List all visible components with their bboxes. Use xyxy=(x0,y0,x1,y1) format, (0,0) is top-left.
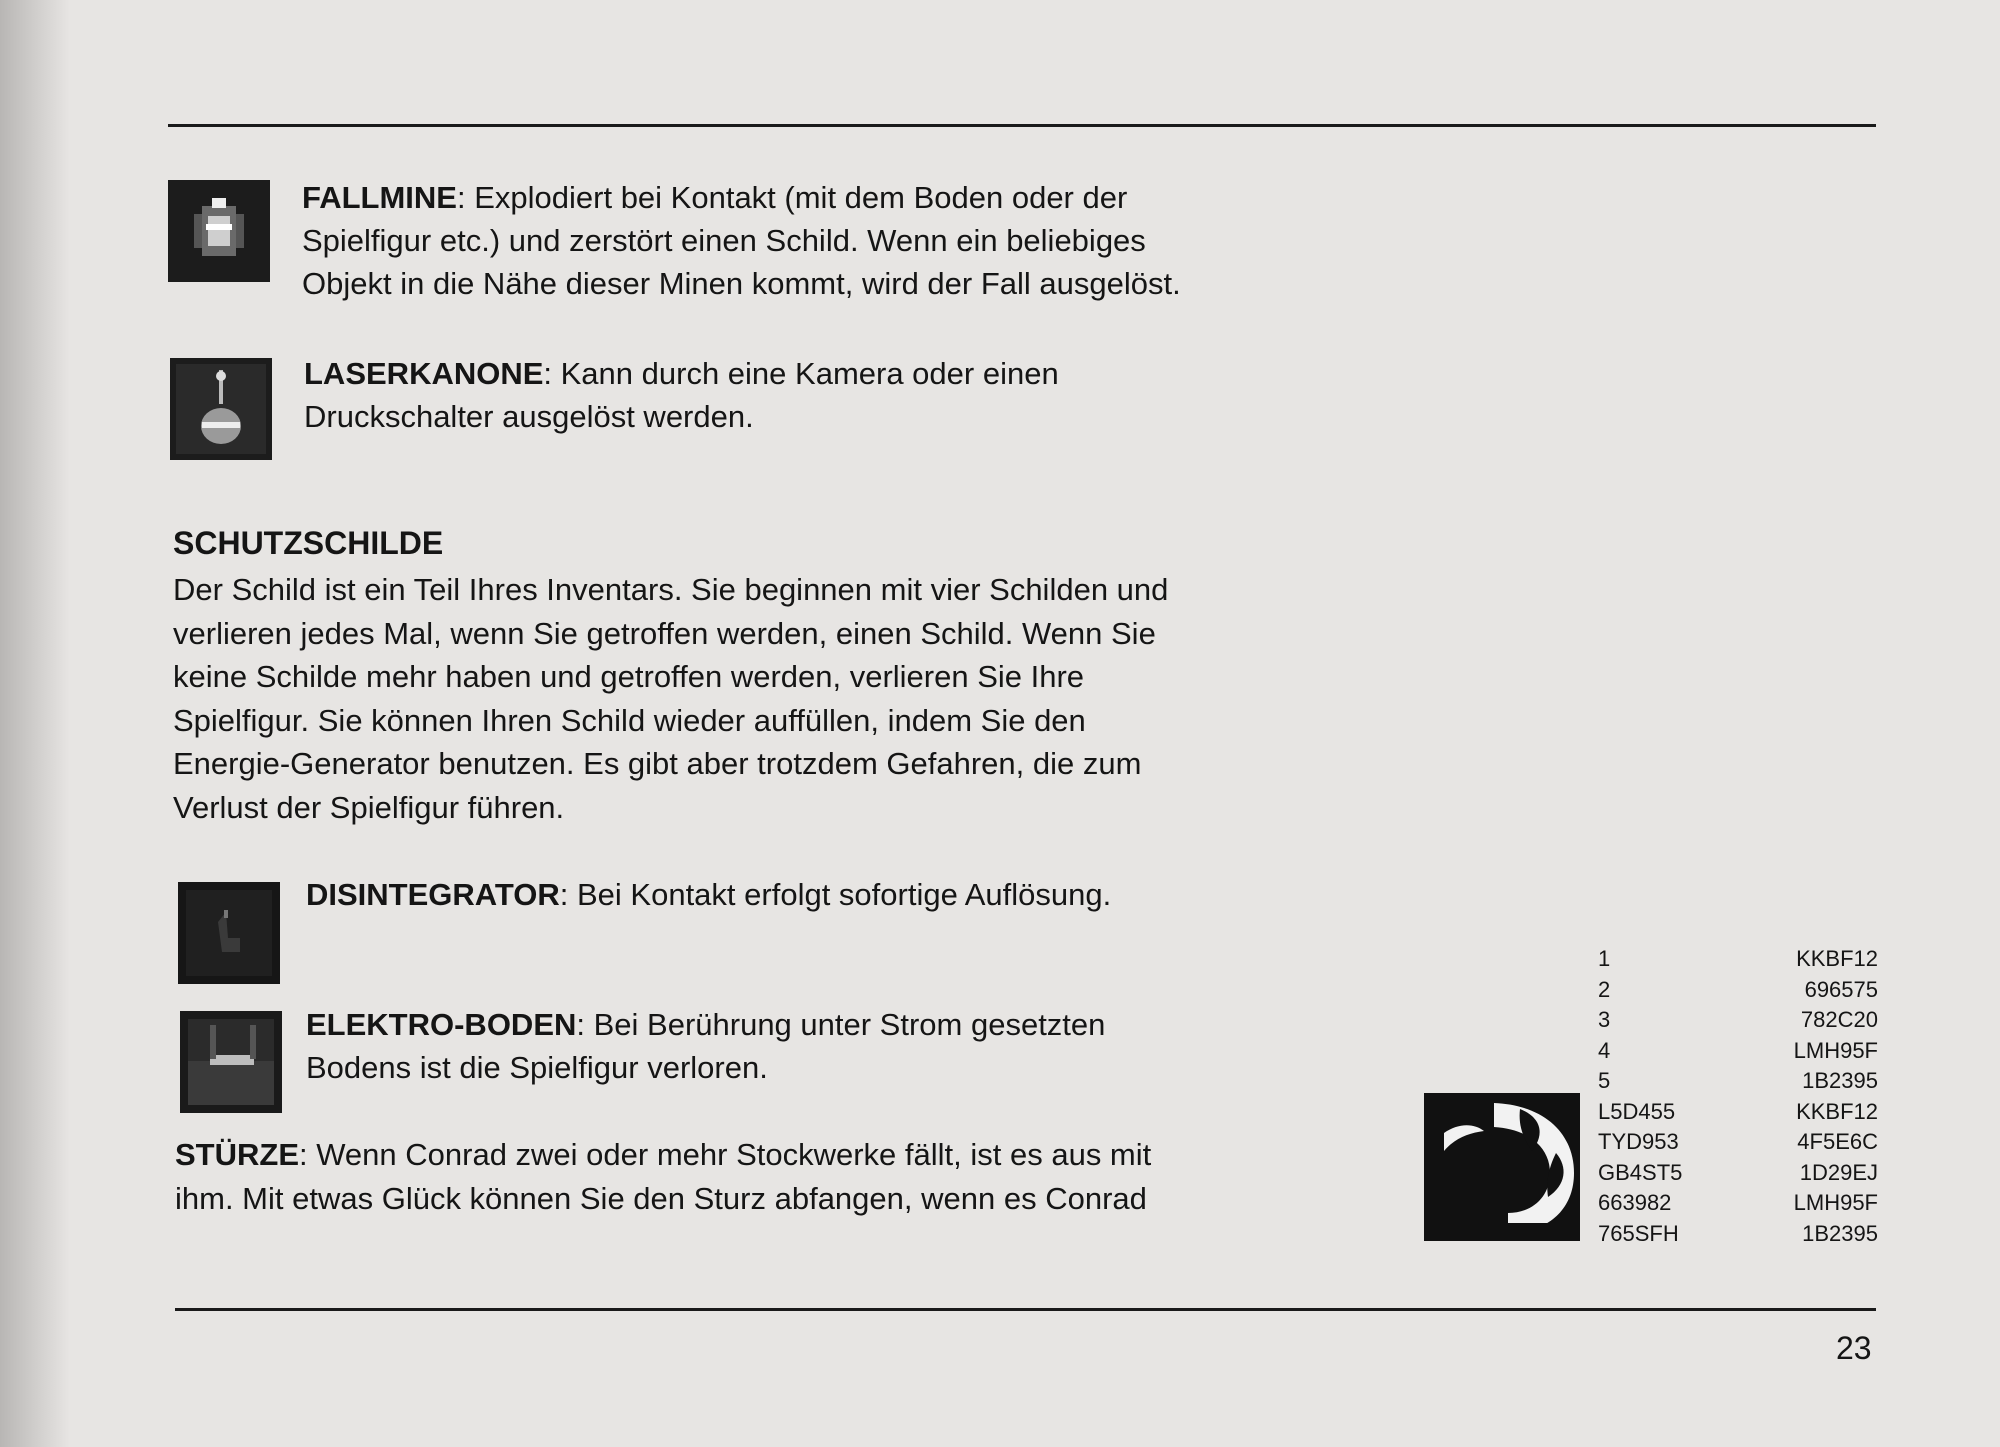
code-key: GB4ST5 xyxy=(1598,1159,1683,1185)
fallmine-line: Spielfigur etc.) und zerstört einen Schild. Wenn ein beliebiges xyxy=(302,223,1146,258)
laserkanone-line: : Kann durch eine Kamera oder einen xyxy=(543,356,1059,391)
code-row xyxy=(1598,1097,1878,1128)
section-line: Verlust der Spielfigur führen. xyxy=(173,789,565,825)
sturz-line: : Wenn Conrad zwei oder mehr Stockwerke fällt, ist es aus mit xyxy=(299,1137,1152,1172)
disintegrator-text xyxy=(306,873,1111,916)
section-line: Spielfigur. Sie können Ihren Schild wieder auffüllen, indem Sie den xyxy=(173,702,1086,738)
code-key: 3 xyxy=(1598,1007,1611,1032)
fallmine-icon xyxy=(168,180,270,282)
code-value: LMH95F xyxy=(1793,1190,1878,1215)
section-body xyxy=(173,568,1373,829)
code-table xyxy=(1598,944,1878,1249)
elektro-boden-icon xyxy=(180,1011,282,1113)
code-key: L5D455 xyxy=(1598,1098,1676,1124)
code-value: 1B2395 xyxy=(1802,1220,1878,1246)
top-rule xyxy=(168,124,1876,127)
code-value: 4F5E6C xyxy=(1797,1129,1878,1154)
code-row xyxy=(1598,944,1878,975)
code-value: KKBF12 xyxy=(1796,946,1878,971)
section-line: Der Schild ist ein Teil Ihres Inventars. Sie beginnen mit vier Schilden und xyxy=(173,572,1169,607)
code-value: 1B2395 xyxy=(1802,1068,1878,1093)
elektro-boden-title: ELEKTRO-BODEN xyxy=(306,1007,577,1042)
code-row xyxy=(1598,1036,1878,1067)
code-value: LMH95F xyxy=(1793,1037,1878,1063)
code-row xyxy=(1598,1005,1878,1036)
code-value: 782C20 xyxy=(1800,1007,1878,1032)
disintegrator-title: DISINTEGRATOR xyxy=(306,877,560,912)
code-row xyxy=(1598,1127,1878,1158)
section-line: Energie-Generator benutzen. Es gibt aber trotzdem Gefahren, die zum xyxy=(173,746,1142,781)
code-key: TYD953 xyxy=(1598,1129,1679,1154)
code-logo-image xyxy=(1424,1093,1580,1241)
code-row xyxy=(1598,1158,1878,1189)
code-value: 1D29EJ xyxy=(1799,1159,1878,1185)
laserkanone-title: LASERKANONE xyxy=(304,356,544,391)
code-row xyxy=(1598,1066,1878,1097)
disintegrator-line: : Bei Kontakt erfolgt sofortige Auflösung. xyxy=(559,877,1112,912)
code-key: 5 xyxy=(1598,1068,1611,1093)
fallmine-text xyxy=(302,176,1181,305)
section-line: keine Schilde mehr haben und getroffen werden, verlieren Sie Ihre xyxy=(173,659,1085,694)
sturz-text xyxy=(175,1133,1385,1221)
elektro-boden-text xyxy=(306,1003,1105,1089)
code-key: 4 xyxy=(1598,1037,1611,1063)
code-value: 696575 xyxy=(1804,976,1878,1002)
laserkanone-line: Druckschalter ausgelöst werden. xyxy=(304,399,754,434)
page-binding-shadow xyxy=(0,0,70,1447)
page-number: 23 xyxy=(1836,1330,1872,1366)
section-title: SCHUTZSCHILDE xyxy=(173,525,444,561)
code-row xyxy=(1598,1219,1878,1250)
laserkanone-icon xyxy=(170,358,272,460)
sturz-line: ihm. Mit etwas Glück können Sie den Sturz abfangen, wenn es Conrad xyxy=(175,1181,1147,1216)
fallmine-line: : Explodiert bei Kontakt (mit dem Boden oder der xyxy=(457,180,1128,215)
code-row xyxy=(1598,1188,1878,1219)
code-key: 2 xyxy=(1598,976,1611,1002)
sturz-title: STÜRZE xyxy=(175,1137,299,1172)
code-key: 765SFH xyxy=(1598,1220,1679,1246)
code-key: 1 xyxy=(1598,946,1611,971)
disintegrator-icon xyxy=(178,882,280,984)
fallmine-title: FALLMINE xyxy=(302,180,457,215)
section-line: verlieren jedes Mal, wenn Sie getroffen werden, einen Schild. Wenn Sie xyxy=(173,615,1156,651)
bottom-rule xyxy=(175,1308,1876,1311)
laserkanone-text xyxy=(304,352,1059,438)
code-value: KKBF12 xyxy=(1796,1098,1878,1124)
fallmine-line: Objekt in die Nähe dieser Minen kommt, wird der Fall ausgelöst. xyxy=(302,266,1181,301)
elektro-boden-line: : Bei Berührung unter Strom gesetzten xyxy=(576,1007,1106,1042)
code-row xyxy=(1598,975,1878,1006)
elektro-boden-line: Bodens ist die Spielfigur verloren. xyxy=(306,1050,768,1085)
code-key: 663982 xyxy=(1598,1190,1672,1215)
